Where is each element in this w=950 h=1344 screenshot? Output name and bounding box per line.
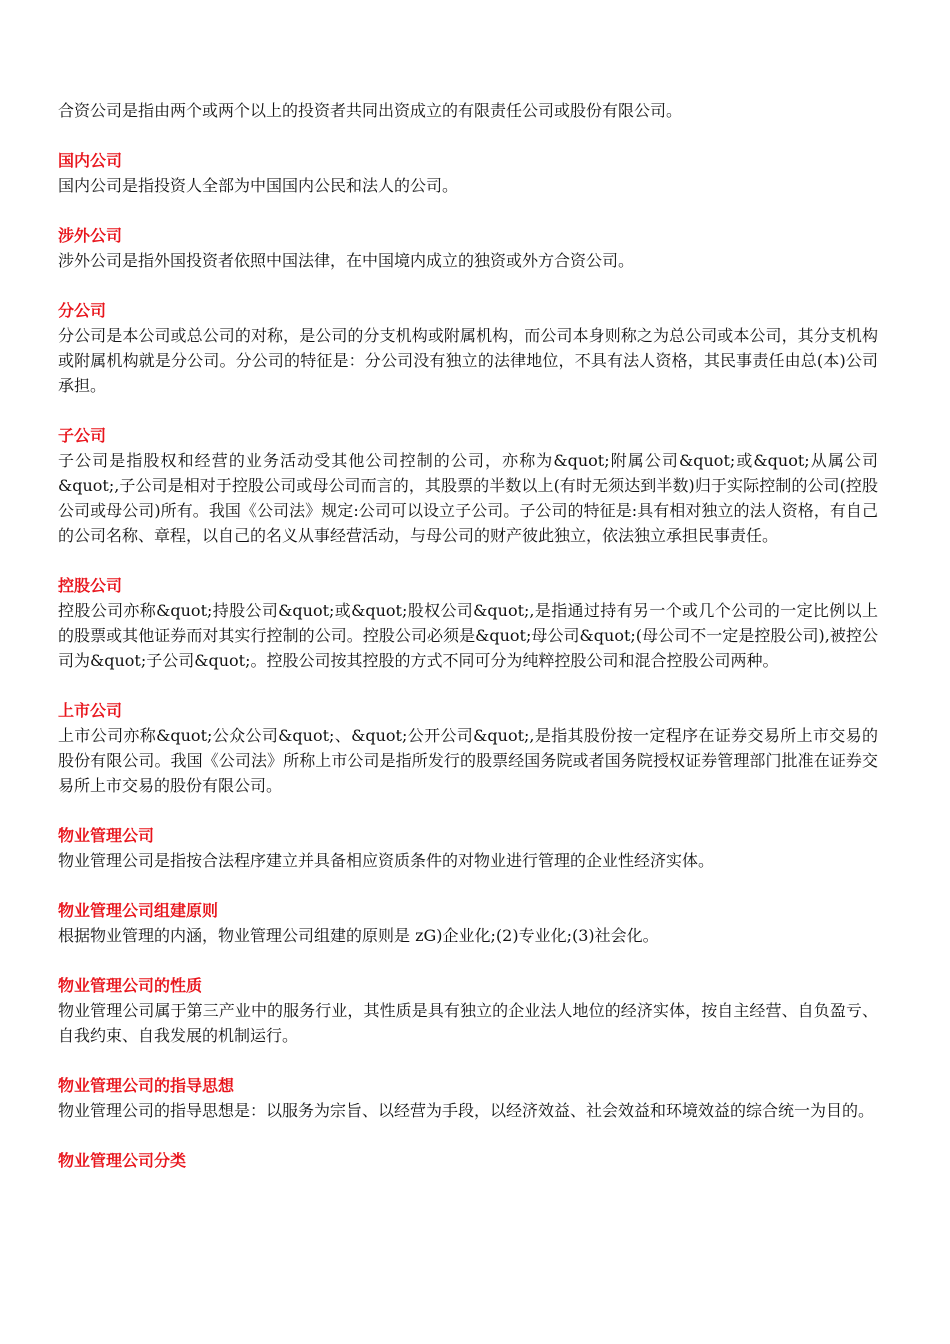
section-heading: 上市公司 — [58, 701, 123, 720]
intro-paragraph: 合资公司是指由两个或两个以上的投资者共同出资成立的有限责任公司或股份有限公司。 — [58, 101, 683, 120]
section-body: 物业管理公司属于第三产业中的服务行业，其性质是具有独立的企业法人地位的经济实体，按自主经营、自负盈亏、自我约束、自我发展的机制运行。 — [58, 1001, 878, 1045]
section-formation-principles — [58, 898, 878, 948]
section-subsidiary-company — [58, 423, 878, 548]
section-foreign-related-company — [58, 223, 878, 273]
document-page — [58, 98, 878, 1198]
section-nature — [58, 973, 878, 1048]
section-body: 涉外公司是指外国投资者依照中国法律，在中国境内成立的独资或外方合资公司。 — [58, 251, 635, 270]
section-body: 物业管理公司的指导思想是：以服务为宗旨、以经营为手段，以经济效益、社会效益和环境效益的综合统一为目的。 — [58, 1101, 875, 1120]
section-heading: 涉外公司 — [58, 226, 123, 245]
section-heading: 控股公司 — [58, 576, 123, 595]
section-body: 国内公司是指投资人全部为中国国内公民和法人的公司。 — [58, 176, 459, 195]
section-heading: 物业管理公司分类 — [58, 1151, 187, 1170]
section-body: 控股公司亦称&quot;持股公司&quot;或&quot;股权公司&quot;,是指通过持有另一个或几个公司的一定比例以上的股票或其他证券而对其实行控制的公司。控股公司必须是&quot;母公司&quot;(母公司不一定是控股公司),被控公司为&quot;子公司&quot;。控股公司按其控股的方式不同可分为纯粹控股公司和混合控股公司两种。 — [58, 601, 878, 670]
section-property-management-company — [58, 823, 878, 873]
section-heading: 国内公司 — [58, 151, 123, 170]
section-listed-company — [58, 698, 878, 798]
section-holding-company — [58, 573, 878, 673]
section-classification — [58, 1148, 878, 1173]
section-body: 分公司是本公司或总公司的对称，是公司的分支机构或附属机构，而公司本身则称之为总公司或本公司，其分支机构或附属机构就是分公司。分公司的特征是：分公司没有独立的法律地位，不具有法人资格，其民事责任由总(本)公司承担。 — [58, 326, 878, 395]
section-heading: 物业管理公司 — [58, 826, 155, 845]
section-body: 上市公司亦称&quot;公众公司&quot;、&quot;公开公司&quot;,是指其股份按一定程序在证券交易所上市交易的股份有限公司。我国《公司法》所称上市公司是指所发行的股票经国务院或者国务院授权证券管理部门批准在证券交易所上市交易的股份有限公司。 — [58, 726, 878, 795]
section-guiding-ideology — [58, 1073, 878, 1123]
section-body: 子公司是指股权和经营的业务活动受其他公司控制的公司，亦称为&quot;附属公司&quot;或&quot;从属公司&quot;,子公司是相对于控股公司或母公司而言的，其股票的半数以上(有时无须达到半数)归于实际控制的公司(控股公司或母公司)所有。我国《公司法》规定:公司可以设立子公司。子公司的特征是:具有相对独立的法人资格，有自己的公司名称、章程，以自己的名义从事经营活动，与母公司的财产彼此独立，依法独立承担民事责任。 — [58, 451, 878, 545]
section-heading: 子公司 — [58, 426, 107, 445]
section-body: 物业管理公司是指按合法程序建立并具备相应资质条件的对物业进行管理的企业性经济实体。 — [58, 851, 715, 870]
section-heading: 分公司 — [58, 301, 107, 320]
section-heading: 物业管理公司的性质 — [58, 976, 203, 995]
section-heading: 物业管理公司组建原则 — [58, 901, 219, 920]
section-body: 根据物业管理的内涵，物业管理公司组建的原则是 zG)企业化;(2)专业化;(3)社会化。 — [58, 926, 659, 945]
section-heading: 物业管理公司的指导思想 — [58, 1076, 235, 1095]
section-domestic-company — [58, 148, 878, 198]
section-branch-company — [58, 298, 878, 398]
